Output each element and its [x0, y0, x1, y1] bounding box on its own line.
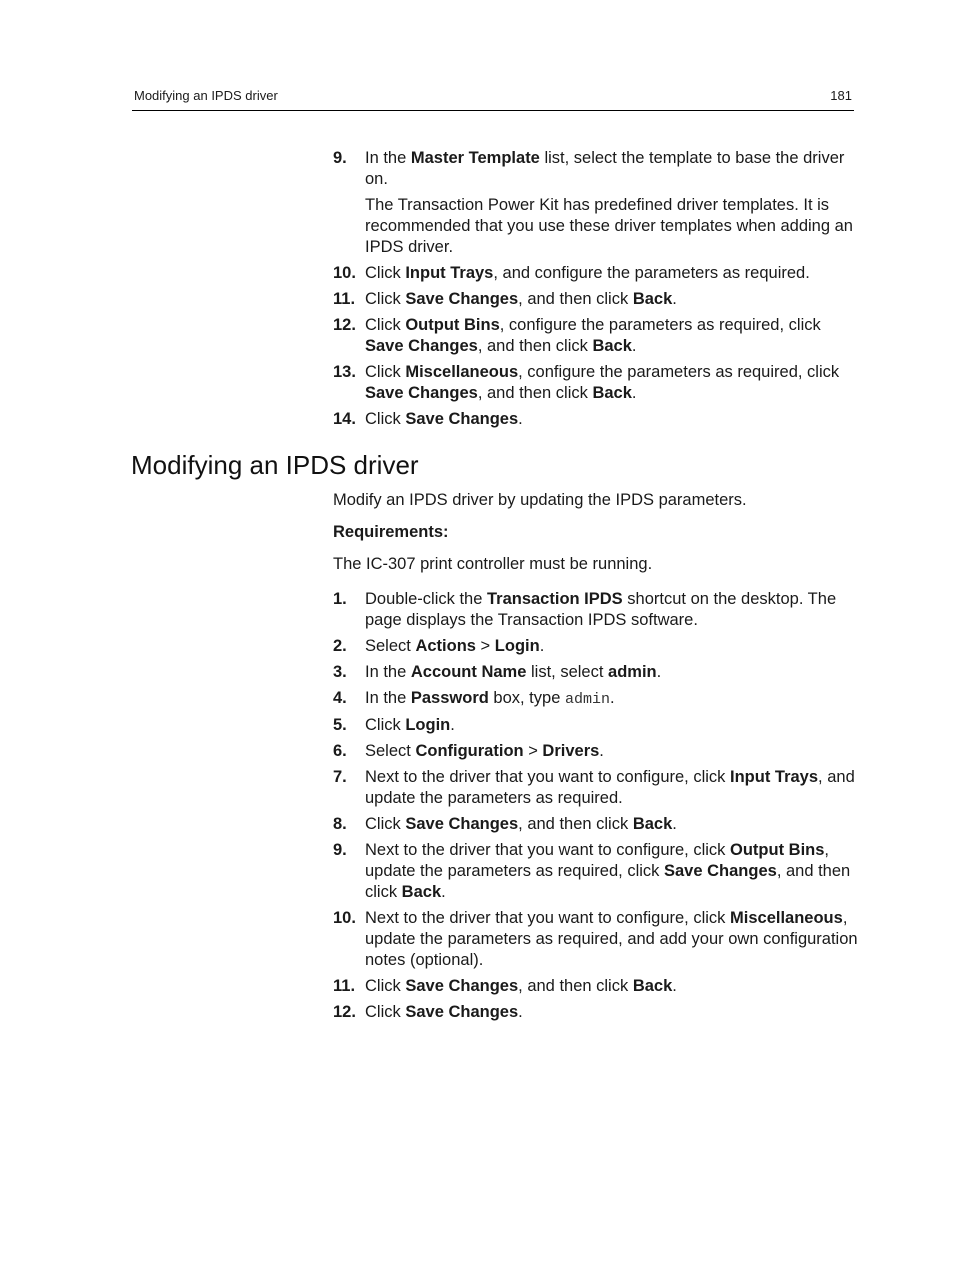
step-item: [333, 263, 858, 284]
step-text: Click Output Bins, configure the parameters as required, click Save Changes, and then click Back.: [365, 316, 821, 355]
step-item: [333, 840, 858, 903]
step-number: 8.: [333, 815, 347, 833]
page-header: [132, 88, 854, 111]
step-number: 10.: [333, 909, 356, 927]
section-heading: Modifying an IPDS driver: [131, 450, 419, 480]
step-text: Select Actions > Login.: [365, 637, 545, 655]
step-item: [333, 814, 858, 835]
step-text: In the Password box, type admin.: [365, 689, 615, 708]
step-number: 13.: [333, 363, 356, 381]
step-text: Double-click the Transaction IPDS shortcut on the desktop. The page displays the Transaction IPDS software.: [365, 590, 837, 629]
step-item: [333, 362, 858, 404]
step-number: 12.: [333, 316, 356, 334]
step-number: 9.: [333, 149, 347, 167]
step-note: The Transaction Power Kit has predefined driver templates. It is recommended that you use these driver templates when adding an IPDS driver.: [365, 196, 853, 256]
step-item: [333, 976, 858, 997]
step-text: Click Save Changes.: [365, 1003, 523, 1021]
step-text: Next to the driver that you want to configure, click Miscellaneous, update the parameters as required, and add your own configuration notes (optional).: [365, 909, 858, 969]
steps-list-1: [333, 148, 858, 430]
page-number: 181: [830, 88, 852, 103]
step-item: [333, 715, 858, 736]
step-item: [333, 662, 858, 683]
step-number: 10.: [333, 264, 356, 282]
step-item: [333, 589, 858, 631]
step-number: 9.: [333, 841, 347, 859]
step-text: Click Save Changes.: [365, 410, 523, 428]
step-text: Click Input Trays, and configure the parameters as required.: [365, 264, 810, 282]
step-number: 12.: [333, 1003, 356, 1021]
intro-paragraph: Modify an IPDS driver by updating the IPDS parameters.: [333, 491, 747, 509]
step-number: 4.: [333, 689, 347, 707]
section-2-content: [333, 490, 858, 1028]
step-text: Click Login.: [365, 716, 455, 734]
step-text: In the Master Template list, select the template to base the driver on.: [365, 149, 845, 188]
step-text: In the Account Name list, select admin.: [365, 663, 662, 681]
step-item: [333, 688, 858, 710]
step-number: 6.: [333, 742, 347, 760]
step-text: Select Configuration > Drivers.: [365, 742, 604, 760]
requirements-label: Requirements:: [333, 523, 449, 541]
step-item: [333, 315, 858, 357]
step-item: [333, 289, 858, 310]
step-number: 3.: [333, 663, 347, 681]
step-number: 11.: [333, 977, 356, 995]
step-number: 5.: [333, 716, 347, 734]
step-item: [333, 1002, 858, 1023]
requirements-text: The IC-307 print controller must be running.: [333, 555, 653, 573]
step-number: 7.: [333, 768, 347, 786]
step-number: 11.: [333, 290, 356, 308]
step-text: Click Save Changes, and then click Back.: [365, 815, 677, 833]
step-text: Next to the driver that you want to configure, click Output Bins, update the parameters as required, click Save Changes, and then click Back.: [365, 841, 851, 901]
step-item: [333, 409, 858, 430]
step-item: [333, 636, 858, 657]
step-number: 14.: [333, 410, 356, 428]
step-text: Click Save Changes, and then click Back.: [365, 977, 677, 995]
step-text: Next to the driver that you want to configure, click Input Trays, and update the parameters as required.: [365, 768, 855, 807]
step-item: [333, 741, 858, 762]
section-1-content: [333, 148, 858, 435]
running-header-title: Modifying an IPDS driver: [134, 88, 278, 103]
step-number: 2.: [333, 637, 347, 655]
step-text: Click Miscellaneous, configure the parameters as required, click Save Changes, and then click Back.: [365, 363, 840, 402]
step-item: [333, 767, 858, 809]
steps-list-2: [333, 589, 858, 1023]
step-text: Click Save Changes, and then click Back.: [365, 290, 677, 308]
step-item: [333, 908, 858, 971]
step-number: 1.: [333, 590, 347, 608]
step-item: [333, 148, 858, 258]
